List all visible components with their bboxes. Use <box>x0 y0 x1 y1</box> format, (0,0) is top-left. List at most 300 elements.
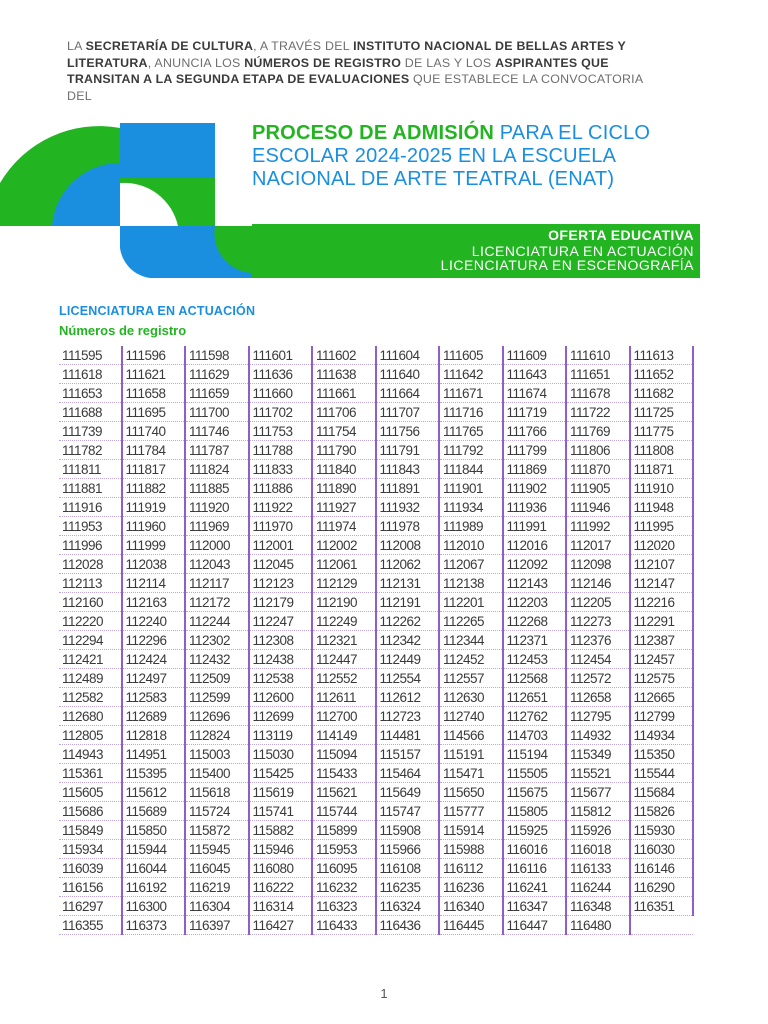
table-row <box>59 460 693 479</box>
intro-bold: NÚMEROS DE REGISTRO <box>244 55 402 70</box>
registration-number: 115914 <box>439 821 503 840</box>
registration-number: 111746 <box>185 422 249 441</box>
registration-number: 112220 <box>59 612 122 631</box>
registration-number: 115777 <box>439 802 503 821</box>
table-row <box>59 593 693 612</box>
registration-number: 115471 <box>439 764 503 783</box>
registration-number: 116156 <box>59 878 122 897</box>
table-row <box>59 707 693 726</box>
registration-number: 116355 <box>59 916 122 935</box>
registration-number: 115850 <box>122 821 186 840</box>
section-subtitle: Números de registro <box>59 323 187 338</box>
registration-number: 116304 <box>185 897 249 916</box>
offer-program-1: LICENCIATURA EN ACTUACIÓN <box>471 243 694 259</box>
table-row <box>59 365 693 384</box>
registration-number: 112665 <box>630 688 694 707</box>
registration-number: 112689 <box>122 707 186 726</box>
registration-number: 112453 <box>503 650 567 669</box>
registration-number: 116080 <box>249 859 313 878</box>
registration-number: 116116 <box>503 859 567 878</box>
registration-number: 112680 <box>59 707 122 726</box>
registration-number: 112421 <box>59 650 122 669</box>
registration-number: 116192 <box>122 878 186 897</box>
registration-number: 111596 <box>122 346 186 365</box>
registration-number: 115747 <box>376 802 440 821</box>
registration-number: 112376 <box>566 631 630 650</box>
registration-number: 116480 <box>566 916 630 935</box>
registration-number: 112611 <box>312 688 376 707</box>
registration-number: 112146 <box>566 574 630 593</box>
registration-number: 112612 <box>376 688 440 707</box>
registration-number: 112291 <box>630 612 694 631</box>
intro-text: LA <box>67 39 86 53</box>
registration-number: 114951 <box>122 745 186 764</box>
registration-number: 116039 <box>59 859 122 878</box>
registration-number: 111638 <box>312 365 376 384</box>
registration-number: 115030 <box>249 745 313 764</box>
table-row <box>59 384 693 403</box>
registration-number: 115686 <box>59 802 122 821</box>
registration-number: 115930 <box>630 821 694 840</box>
registration-number: 111653 <box>59 384 122 403</box>
registration-number: 111725 <box>630 403 694 422</box>
registration-number: 111886 <box>249 479 313 498</box>
registration-number: 115361 <box>59 764 122 783</box>
registration-number: 116348 <box>566 897 630 916</box>
registration-number: 113119 <box>249 726 313 745</box>
registration-number: 111706 <box>312 403 376 422</box>
registration-number: 115191 <box>439 745 503 764</box>
intro-bold: INSTITUTO NACIONAL DE BELLAS ARTES Y LITERATURA <box>67 39 626 70</box>
registration-number: 112265 <box>439 612 503 631</box>
table-row <box>59 441 693 460</box>
registration-number: 115094 <box>312 745 376 764</box>
table-row <box>59 403 693 422</box>
registration-number: 112723 <box>376 707 440 726</box>
table-row <box>59 612 693 631</box>
registration-number: 116445 <box>439 916 503 935</box>
registration-number: 114149 <box>312 726 376 745</box>
registration-number: 112572 <box>566 669 630 688</box>
registration-number: 112129 <box>312 574 376 593</box>
registration-number: 112700 <box>312 707 376 726</box>
registration-number: 111905 <box>566 479 630 498</box>
registration-number: 112805 <box>59 726 122 745</box>
registration-number: 115621 <box>312 783 376 802</box>
registration-number: 111604 <box>376 346 440 365</box>
registration-number: 112179 <box>249 593 313 612</box>
registration-number: 115349 <box>566 745 630 764</box>
registration-number: 112454 <box>566 650 630 669</box>
registration-number: 115400 <box>185 764 249 783</box>
registration-number: 111792 <box>439 441 503 460</box>
registration-number: 112696 <box>185 707 249 726</box>
registration-number: 112302 <box>185 631 249 650</box>
registration-number: 111719 <box>503 403 567 422</box>
registration-number: 112294 <box>59 631 122 650</box>
table-row <box>59 650 693 669</box>
registration-number: 111716 <box>439 403 503 422</box>
registration-number: 112191 <box>376 593 440 612</box>
registration-number: 116436 <box>376 916 440 935</box>
registration-number: 111833 <box>249 460 313 479</box>
registration-number: 115395 <box>122 764 186 783</box>
registration-table <box>59 346 694 935</box>
registration-number: 111618 <box>59 365 122 384</box>
registration-number: 116219 <box>185 878 249 897</box>
registration-number: 111598 <box>185 346 249 365</box>
page-number: 1 <box>380 986 388 1001</box>
registration-number: 112107 <box>630 555 694 574</box>
registration-number: 112240 <box>122 612 186 631</box>
registration-number: 112554 <box>376 669 440 688</box>
registration-number: 115934 <box>59 840 122 859</box>
registration-number: 111969 <box>185 517 249 536</box>
intro-paragraph <box>67 38 657 104</box>
registration-number: 116095 <box>312 859 376 878</box>
registration-number: 115684 <box>630 783 694 802</box>
table-row <box>59 764 693 783</box>
intro-text: , ANUNCIA LOS <box>147 55 245 70</box>
registration-number: 115464 <box>376 764 440 783</box>
logo-blue-block <box>120 123 215 178</box>
registration-number: 116030 <box>630 840 694 859</box>
registration-number: 116427 <box>249 916 313 935</box>
registration-number: 111844 <box>439 460 503 479</box>
table-row <box>59 821 693 840</box>
registration-number: 116340 <box>439 897 503 916</box>
registration-number: 115612 <box>122 783 186 802</box>
registration-number: 116232 <box>312 878 376 897</box>
table-row <box>59 669 693 688</box>
table-row <box>59 726 693 745</box>
registration-number: 112000 <box>185 536 249 555</box>
registration-number: 115618 <box>185 783 249 802</box>
registration-number: 111766 <box>503 422 567 441</box>
registration-number: 115953 <box>312 840 376 859</box>
registration-number <box>630 916 694 935</box>
registration-number: 111817 <box>122 460 186 479</box>
registration-number: 111871 <box>630 460 694 479</box>
registration-number: 116146 <box>630 859 694 878</box>
registration-number: 116108 <box>376 859 440 878</box>
registration-number: 112599 <box>185 688 249 707</box>
registration-number: 112038 <box>122 555 186 574</box>
registration-number: 116018 <box>566 840 630 859</box>
registration-number: 112008 <box>376 536 440 555</box>
registration-number: 112799 <box>630 707 694 726</box>
registration-number: 111995 <box>630 517 694 536</box>
table-row <box>59 783 693 802</box>
registration-number: 111808 <box>630 441 694 460</box>
registration-number: 112123 <box>249 574 313 593</box>
registration-number: 111799 <box>503 441 567 460</box>
registration-number: 111946 <box>566 498 630 517</box>
registration-number: 115544 <box>630 764 694 783</box>
registration-number: 115425 <box>249 764 313 783</box>
registration-number: 112190 <box>312 593 376 612</box>
registration-number: 116222 <box>249 878 313 897</box>
registration-number: 111605 <box>439 346 503 365</box>
registration-number: 111621 <box>122 365 186 384</box>
registration-number: 112092 <box>503 555 567 574</box>
registration-number: 111652 <box>630 365 694 384</box>
registration-number: 111678 <box>566 384 630 403</box>
registration-number: 112432 <box>185 650 249 669</box>
registration-number: 111784 <box>122 441 186 460</box>
table-row <box>59 897 693 916</box>
table-row <box>59 479 693 498</box>
registration-number: 111707 <box>376 403 440 422</box>
registration-number: 111629 <box>185 365 249 384</box>
registration-number: 112795 <box>566 707 630 726</box>
registration-number: 111688 <box>59 403 122 422</box>
registration-number: 116290 <box>630 878 694 897</box>
registration-number: 111790 <box>312 441 376 460</box>
registration-number: 112699 <box>249 707 313 726</box>
registration-number: 111788 <box>249 441 313 460</box>
registration-number: 116112 <box>439 859 503 878</box>
registration-number: 111769 <box>566 422 630 441</box>
intro-text: DE LAS Y LOS <box>401 55 496 70</box>
registration-number: 111658 <box>122 384 186 403</box>
registration-number: 115605 <box>59 783 122 802</box>
registration-number: 112062 <box>376 555 440 574</box>
registration-number: 111674 <box>503 384 567 403</box>
registration-number: 111740 <box>122 422 186 441</box>
registration-number: 115944 <box>122 840 186 859</box>
registration-number: 112249 <box>312 612 376 631</box>
registration-number: 112489 <box>59 669 122 688</box>
registration-number: 112557 <box>439 669 503 688</box>
registration-number: 111640 <box>376 365 440 384</box>
registration-number: 111739 <box>59 422 122 441</box>
registration-number: 115988 <box>439 840 503 859</box>
table-row <box>59 536 693 555</box>
registration-number: 112131 <box>376 574 440 593</box>
registration-number: 112449 <box>376 650 440 669</box>
page-title <box>252 122 712 191</box>
registration-number: 112010 <box>439 536 503 555</box>
enat-logo-graphic <box>0 123 252 278</box>
registration-number: 111970 <box>249 517 313 536</box>
registration-number: 115826 <box>630 802 694 821</box>
registration-number: 111901 <box>439 479 503 498</box>
intro-text: , A TRAVÉS DEL <box>253 39 354 53</box>
registration-number: 116447 <box>503 916 567 935</box>
registration-number: 111664 <box>376 384 440 403</box>
registration-number: 111974 <box>312 517 376 536</box>
registration-number: 112138 <box>439 574 503 593</box>
registration-number: 111891 <box>376 479 440 498</box>
registration-number: 112002 <box>312 536 376 555</box>
registration-number: 111765 <box>439 422 503 441</box>
registration-number: 111659 <box>185 384 249 403</box>
registration-number: 111882 <box>122 479 186 498</box>
registration-number: 112172 <box>185 593 249 612</box>
table-row <box>59 878 693 897</box>
registration-number: 115650 <box>439 783 503 802</box>
registration-number: 111870 <box>566 460 630 479</box>
registration-number: 111919 <box>122 498 186 517</box>
registration-number: 112045 <box>249 555 313 574</box>
registration-number: 115649 <box>376 783 440 802</box>
registration-number: 112205 <box>566 593 630 612</box>
registration-number: 115926 <box>566 821 630 840</box>
registration-number: 111953 <box>59 517 122 536</box>
registration-number: 112497 <box>122 669 186 688</box>
table-row <box>59 916 693 935</box>
registration-number: 112296 <box>122 631 186 650</box>
offer-heading: OFERTA EDUCATIVA <box>548 227 694 243</box>
registration-number: 116297 <box>59 897 122 916</box>
registration-number: 111910 <box>630 479 694 498</box>
registration-number: 111791 <box>376 441 440 460</box>
registration-number: 111601 <box>249 346 313 365</box>
table-row <box>59 574 693 593</box>
registration-number: 111936 <box>503 498 567 517</box>
registration-number: 115350 <box>630 745 694 764</box>
registration-number: 111948 <box>630 498 694 517</box>
registration-number: 112114 <box>122 574 186 593</box>
registration-number: 111989 <box>439 517 503 536</box>
registration-number: 111991 <box>503 517 567 536</box>
table-row <box>59 498 693 517</box>
registration-number: 111885 <box>185 479 249 498</box>
offer-program-2: LICENCIATURA EN ESCENOGRAFÍA <box>440 257 694 273</box>
registration-number: 115945 <box>185 840 249 859</box>
registration-number: 111753 <box>249 422 313 441</box>
registration-number: 111782 <box>59 441 122 460</box>
registration-number: 115433 <box>312 764 376 783</box>
registration-number: 116397 <box>185 916 249 935</box>
registration-number: 112630 <box>439 688 503 707</box>
registration-number: 116235 <box>376 878 440 897</box>
registration-number: 112028 <box>59 555 122 574</box>
registration-number: 112447 <box>312 650 376 669</box>
registration-number: 111934 <box>439 498 503 517</box>
registration-number: 116347 <box>503 897 567 916</box>
registration-number: 112203 <box>503 593 567 612</box>
registration-number: 116133 <box>566 859 630 878</box>
registration-number: 111996 <box>59 536 122 555</box>
registration-number: 112020 <box>630 536 694 555</box>
registration-number: 111756 <box>376 422 440 441</box>
registration-number: 115194 <box>503 745 567 764</box>
registration-number: 112268 <box>503 612 567 631</box>
registration-number: 111869 <box>503 460 567 479</box>
registration-number: 115882 <box>249 821 313 840</box>
registration-number: 112568 <box>503 669 567 688</box>
table-row <box>59 555 693 574</box>
registration-number: 115505 <box>503 764 567 783</box>
section-title: LICENCIATURA EN ACTUACIÓN <box>59 304 256 318</box>
registration-number: 112824 <box>185 726 249 745</box>
registration-number: 115619 <box>249 783 313 802</box>
registration-number: 115908 <box>376 821 440 840</box>
registration-number: 112342 <box>376 631 440 650</box>
registration-number: 116016 <box>503 840 567 859</box>
registration-number: 112147 <box>630 574 694 593</box>
registration-number: 111754 <box>312 422 376 441</box>
registration-number: 112818 <box>122 726 186 745</box>
registration-number: 111927 <box>312 498 376 517</box>
registration-number: 111671 <box>439 384 503 403</box>
registration-number: 111811 <box>59 460 122 479</box>
registration-number: 115675 <box>503 783 567 802</box>
registration-number: 112117 <box>185 574 249 593</box>
registration-number: 111932 <box>376 498 440 517</box>
registration-number: 112163 <box>122 593 186 612</box>
registration-number: 111890 <box>312 479 376 498</box>
registration-number: 111609 <box>503 346 567 365</box>
registration-number: 111920 <box>185 498 249 517</box>
registration-number: 112651 <box>503 688 567 707</box>
intro-bold: SECRETARÍA DE CULTURA <box>85 39 254 53</box>
registration-number: 111722 <box>566 403 630 422</box>
registration-number: 111806 <box>566 441 630 460</box>
registration-number: 115689 <box>122 802 186 821</box>
registration-number: 111682 <box>630 384 694 403</box>
table-row <box>59 346 693 365</box>
registration-number: 115805 <box>503 802 567 821</box>
registration-number: 111610 <box>566 346 630 365</box>
registration-number: 112371 <box>503 631 567 650</box>
registration-number: 114934 <box>630 726 694 745</box>
registration-number: 115003 <box>185 745 249 764</box>
logo-green-curve <box>120 178 215 226</box>
table-row <box>59 745 693 764</box>
table-row <box>59 688 693 707</box>
registration-number: 111702 <box>249 403 313 422</box>
intro-text: QUE ESTABLECE LA CONVOCATORIA DEL <box>67 72 643 103</box>
registration-number: 111660 <box>249 384 313 403</box>
registration-number: 114481 <box>376 726 440 745</box>
registration-number: 115744 <box>312 802 376 821</box>
registration-number: 112098 <box>566 555 630 574</box>
registration-number: 112043 <box>185 555 249 574</box>
registration-number: 116433 <box>312 916 376 935</box>
registration-number: 115849 <box>59 821 122 840</box>
registration-number: 112452 <box>439 650 503 669</box>
table-row <box>59 517 693 536</box>
registration-number: 111636 <box>249 365 313 384</box>
registration-number: 114943 <box>59 745 122 764</box>
registration-number: 111661 <box>312 384 376 403</box>
registration-number: 111916 <box>59 498 122 517</box>
registration-number: 111843 <box>376 460 440 479</box>
registration-number: 112308 <box>249 631 313 650</box>
registration-number: 112762 <box>503 707 567 726</box>
registration-number: 116236 <box>439 878 503 897</box>
registration-number: 111902 <box>503 479 567 498</box>
registration-number: 111960 <box>122 517 186 536</box>
table-row <box>59 422 693 441</box>
registration-number: 111787 <box>185 441 249 460</box>
registration-number: 115966 <box>376 840 440 859</box>
registration-number: 116244 <box>566 878 630 897</box>
registration-number: 112344 <box>439 631 503 650</box>
title-bold: PROCESO DE ADMISIÓN <box>252 122 494 144</box>
registration-number: 111999 <box>122 536 186 555</box>
offer-banner <box>252 224 700 278</box>
registration-number: 112113 <box>59 574 122 593</box>
registration-number: 112438 <box>249 650 313 669</box>
registration-number: 111695 <box>122 403 186 422</box>
registration-number: 115946 <box>249 840 313 859</box>
table-row <box>59 859 693 878</box>
title-rest: PARA EL CICLO ESCOLAR 2024-2025 EN LA ESCUELA NACIONAL DE ARTE TEATRAL (ENAT) <box>252 122 651 190</box>
